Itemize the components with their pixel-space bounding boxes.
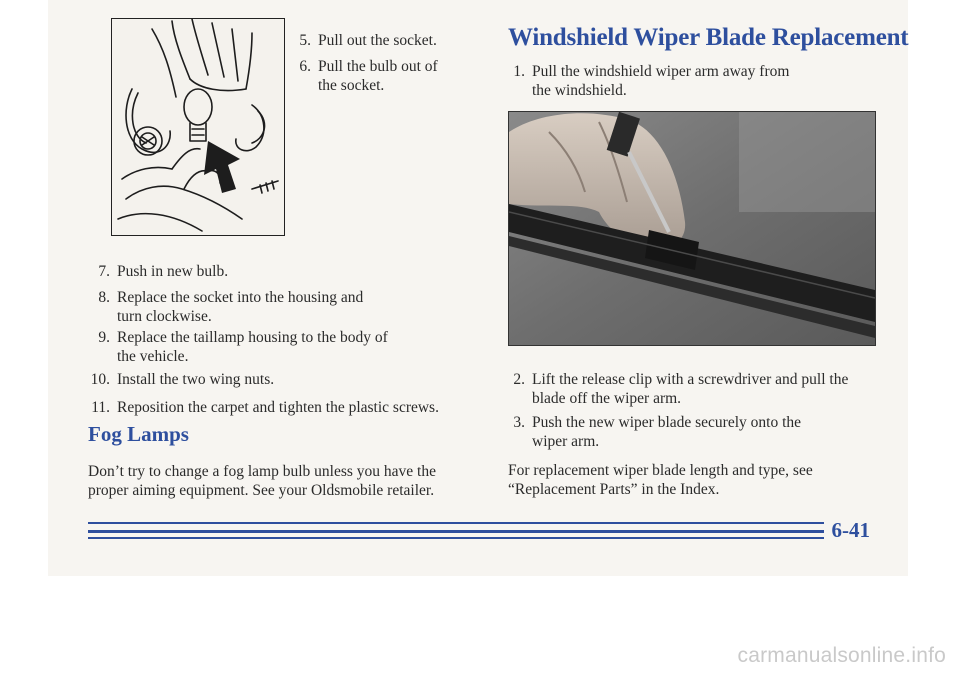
footer-rule-top <box>88 522 824 524</box>
step-9: 9. Replace the taillamp housing to the body of the vehicle. <box>98 329 388 365</box>
step-8: 8. Replace the socket into the housing and turn clockwise. <box>98 289 364 325</box>
wiper-step-2: 2. Lift the release clip with a screwdriver and pull the blade off the wiper arm. <box>513 371 849 407</box>
step-6: 6. Pull the bulb out of the socket. <box>299 58 438 94</box>
fog-lamps-heading: Fog Lamps <box>88 422 189 446</box>
bulb-socket-illustration <box>111 18 285 236</box>
website-watermark[interactable]: carmanualsonline.info <box>737 644 946 667</box>
step-11: 11. Reposition the carpet and tighten the plastic screws. <box>91 399 439 416</box>
footer-rule-bottom <box>88 537 824 539</box>
footer-rule-middle <box>88 530 824 533</box>
page-number: 6-41 <box>831 518 870 542</box>
replacement-parts-note: For replacement wiper blade length and type, see “Replacement Parts” in the Index. <box>508 462 813 498</box>
fog-lamps-paragraph: Don’t try to change a fog lamp bulb unless you have the proper aiming equipment. See your Oldsmobile retailer. <box>88 463 436 499</box>
step-10: 10. Install the two wing nuts. <box>90 371 275 388</box>
step-7: 7. Push in new bulb. <box>98 263 229 280</box>
wiper-blade-photo <box>508 111 876 346</box>
step-5: 5. Pull out the socket. <box>299 32 437 49</box>
wiper-step-3: 3. Push the new wiper blade securely onto the wiper arm. <box>513 414 802 450</box>
pull-arrow-icon <box>204 141 240 193</box>
wiper-photo-drawing <box>509 112 875 345</box>
hands-bulb-drawing <box>112 19 284 235</box>
wiper-step-1: 1. Pull the windshield wiper arm away from the windshield. <box>513 63 790 99</box>
wiper-section-heading: Windshield Wiper Blade Replacement <box>508 24 909 51</box>
